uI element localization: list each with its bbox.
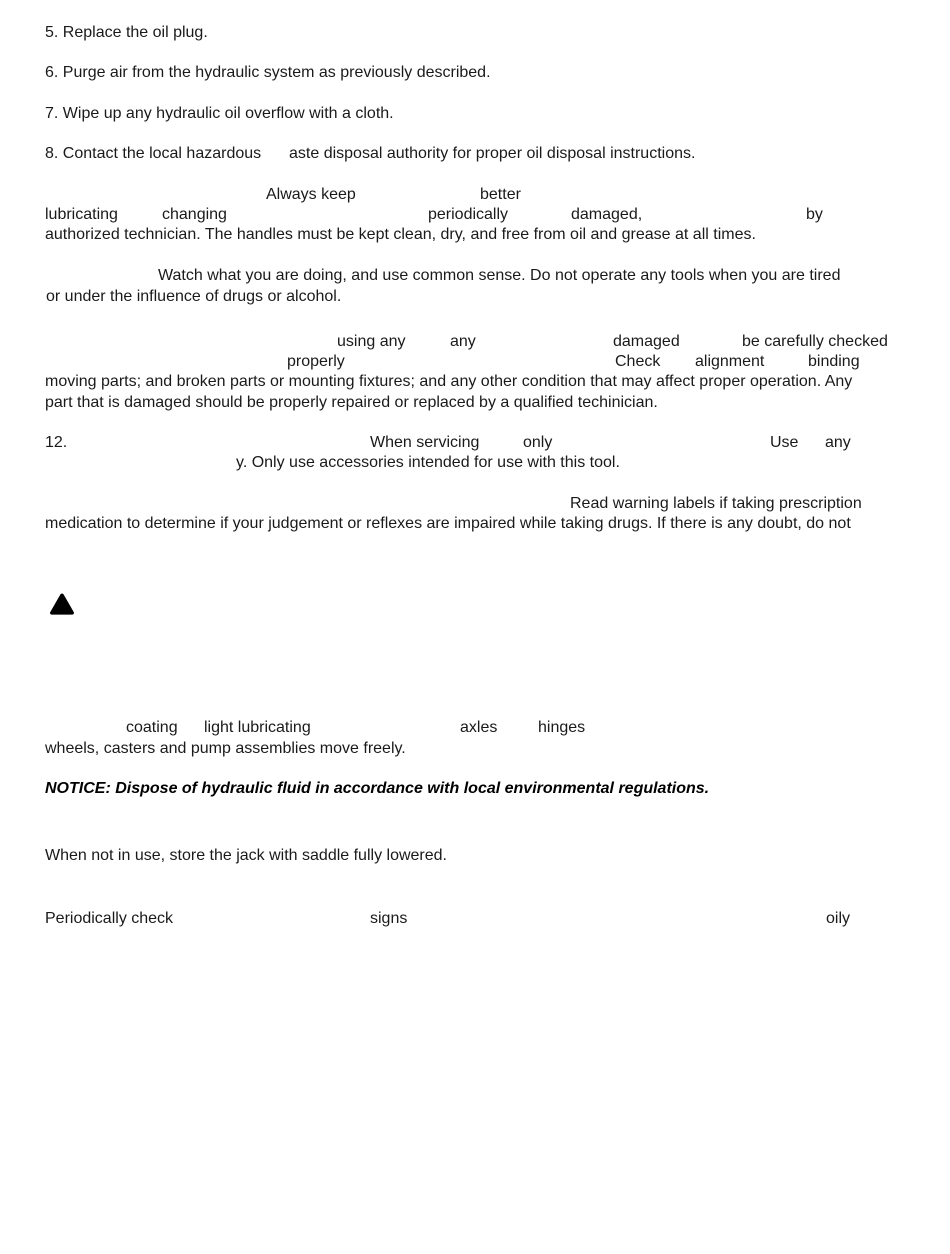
periodic-word: signs [370,910,408,927]
maintain-word: damaged, [571,206,643,223]
alert-line: or under the influence of drugs or alcohol. [46,288,342,305]
check-word: damaged [613,333,680,350]
warning-triangle-icon [49,592,75,616]
step-8-part-1: 8. Contact the local hazardous [45,145,262,162]
maintain-word: lubricating [45,206,118,223]
storage-text: When not in use, store the jack with saddle fully lowered. [45,847,447,864]
check-word: binding [808,353,860,370]
lube-word: hinges [538,719,586,736]
lube-word: light lubricating [204,719,311,736]
check-line: part that is damaged should be properly repaired or replaced by a qualified techinician. [45,394,658,411]
lube-word: coating [126,719,178,736]
item-12-line: y. Only use accessories intended for use with this tool. [236,454,620,471]
check-word: any [450,333,476,350]
item-12-word: only [523,434,553,451]
item-12-word: Use [770,434,799,451]
periodic-word: oily [826,910,851,927]
maintain-word: periodically [428,206,509,223]
check-word: be carefully checked [742,333,888,350]
drugs-line: medication to determine if your judgement or reflexes are impaired while taking drugs. If there is any doubt, do not [45,515,851,532]
maintain-line: authorized technician. The handles must be kept clean, dry, and free from oil and grease at all times. [45,226,756,243]
step-8-part-2: aste disposal authority for proper oil disposal instructions. [289,145,696,162]
item-12-word: When servicing [370,434,480,451]
step-5: 5. Replace the oil plug. [45,24,208,41]
check-word: properly [287,353,345,370]
maintain-word: changing [162,206,227,223]
check-word: alignment [695,353,765,370]
check-line: moving parts; and broken parts or mounting fixtures; and any other condition that may affect proper operation. Any [45,373,853,390]
alert-line: Watch what you are doing, and use common sense. Do not operate any tools when you are tired [158,267,841,284]
item-12-number: 12. [45,434,68,451]
maintain-word: by [806,206,823,223]
maintain-word: better [480,186,521,203]
periodic-word: Periodically check [45,910,174,927]
lube-word: axles [460,719,498,736]
check-word: Check [615,353,661,370]
maintain-word: Always keep [266,186,356,203]
drugs-line: Read warning labels if taking prescription [570,495,862,512]
item-12-word: any [825,434,851,451]
notice-text: NOTICE: Dispose of hydraulic fluid in accordance with local environmental regulations. [45,780,710,797]
step-7: 7. Wipe up any hydraulic oil overflow with a cloth. [45,105,394,122]
check-word: using any [337,333,406,350]
lube-line: wheels, casters and pump assemblies move freely. [45,740,406,757]
step-6: 6. Purge air from the hydraulic system as previously described. [45,64,491,81]
